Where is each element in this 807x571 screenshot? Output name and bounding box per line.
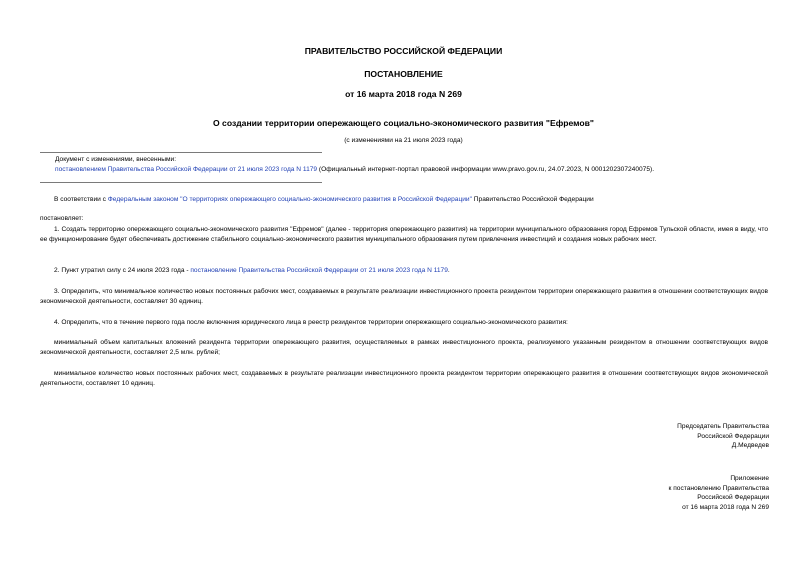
appendix-block xyxy=(669,474,770,512)
amendment-link[interactable]: постановлением Правительства Российской Федерации от 21 июля 2023 года N 1179 xyxy=(55,166,318,173)
item-1: 1. Создать территорию опережающего социально-экономического развития "Ефремов" (далее - территория опережающего развития) на территории муниципального образования город Ефремов Тульской области, имея в виду, что ее функционирование будет обеспечивать достижение стабильного социально-экономического развития муниципального образования путем привлечения инвестиций и создания новых рабочих мест. xyxy=(40,226,768,244)
item-3: 3. Определить, что минимальное количество новых постоянных рабочих мест, создаваемых в результате реализации инвестиционного проекта резидентом территории опережающего развития в отношении соответствующих видов экономической деятельности, составляет 30 единиц. xyxy=(40,288,768,306)
government-heading: ПРАВИТЕЛЬСТВО РОССИЙСКОЙ ФЕДЕРАЦИИ xyxy=(304,46,503,56)
signature-org: Российской Федерации xyxy=(697,432,769,440)
changes-top-divider xyxy=(40,152,322,153)
changes-body xyxy=(55,165,775,175)
date-number-heading: от 16 марта 2018 года N 269 xyxy=(345,89,462,99)
federal-law-link[interactable]: Федеральным законом "О территориях опережающего социально-экономического развития в Российской Федерации" xyxy=(107,196,472,203)
item-2-text: 2. Пункт утратил силу с 24 июля 2023 года - xyxy=(54,267,191,274)
changes-source: (Официальный интернет-портал правовой информации www.pravo.gov.ru, 24.07.2023, N 0001202307240075). xyxy=(317,166,655,173)
doc-type-heading: ПОСТАНОВЛЕНИЕ xyxy=(364,69,443,79)
signature-name: Д.Медведев xyxy=(731,442,769,450)
changes-bottom-divider xyxy=(40,182,322,183)
item-2-link[interactable]: постановление Правительства Российской Федерации от 21 июля 2023 года N 1179 xyxy=(190,267,448,274)
document-title: О создании территории опережающего социально-экономического развития "Ефремов" xyxy=(212,118,595,128)
item-4: 4. Определить, что в течение первого года после включения юридического лица в реестр резидентов территории опережающего социально-экономического развития: xyxy=(54,319,568,326)
item-2 xyxy=(40,266,768,276)
item-2-end: . xyxy=(447,267,450,274)
signature-block xyxy=(677,422,769,451)
preamble xyxy=(40,195,768,205)
appendix-org: Российской Федерации xyxy=(697,494,769,502)
resolves-text: постановляет: xyxy=(40,215,84,222)
edition-note: (с изменениями на 21 июля 2023 года) xyxy=(344,137,463,144)
appendix-ref: к постановлению Правительства xyxy=(668,484,769,492)
appendix-date: от 16 марта 2018 года N 269 xyxy=(682,503,769,511)
preamble-text-end: Правительство Российской Федерации xyxy=(471,196,594,203)
signature-position: Председатель Правительства xyxy=(677,423,769,430)
item-4-sub-a: минимальный объем капитальных вложений резидента территории опережающего развития, осуществляемых в рамках инвестиционного проекта, реализуемого указанным резидентом в отношении соответствующих видов экономической деятельности, составляет 2,5 млн. рублей; xyxy=(40,339,768,357)
changes-intro: Документ с изменениями, внесенными: xyxy=(55,156,177,163)
preamble-text: В соответствии с xyxy=(54,196,108,203)
item-4-sub-b: минимальное количество новых постоянных рабочих мест, создаваемых в результате реализации инвестиционного проекта резидентом территории опережающего развития в отношении соответствующих видов экономической деятельности, составляет 10 единиц. xyxy=(40,370,768,388)
appendix-label: Приложение xyxy=(730,475,769,482)
